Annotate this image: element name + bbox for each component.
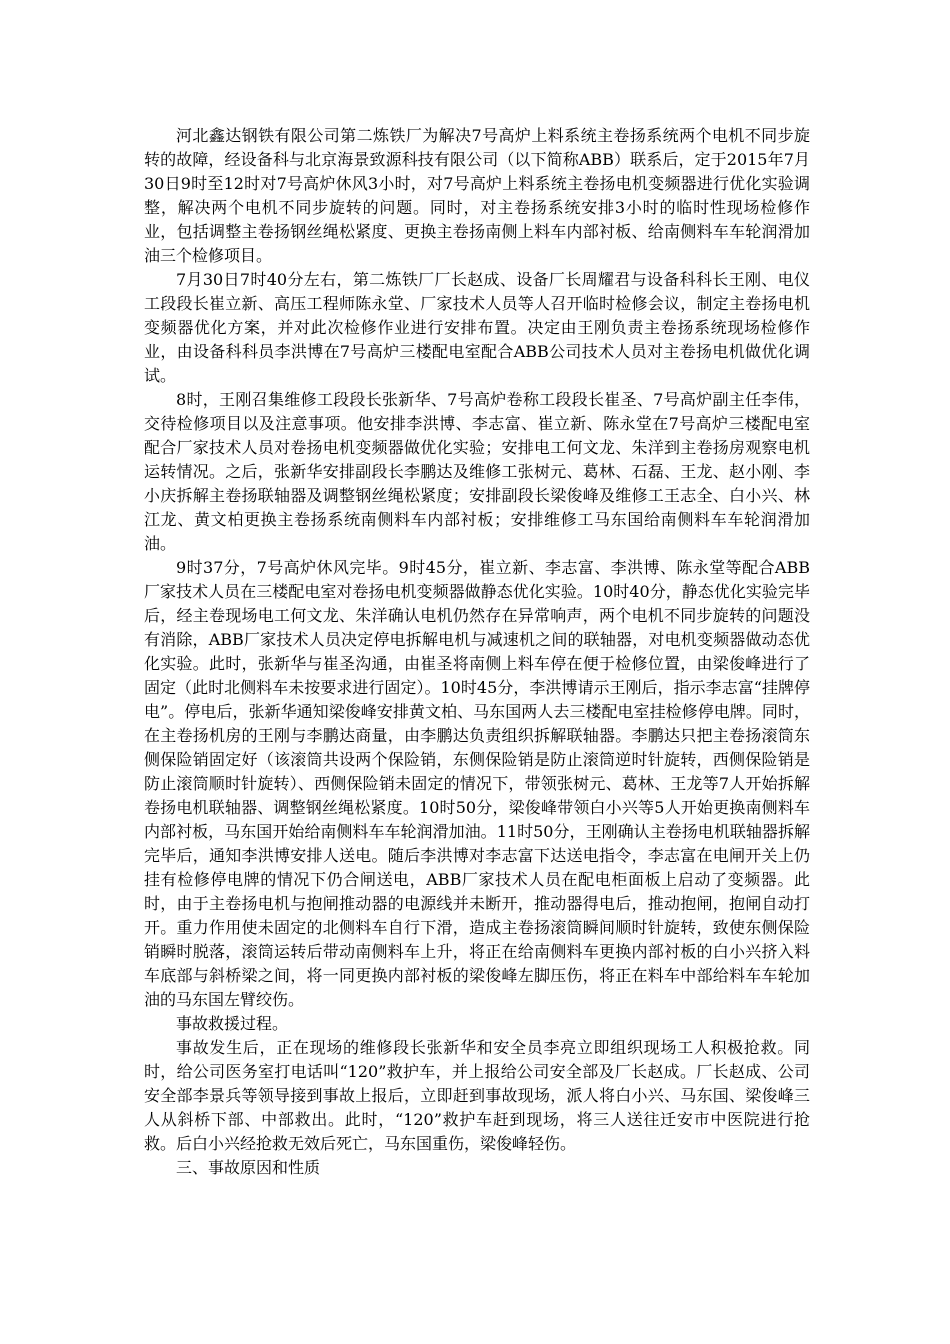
document-body bbox=[144, 124, 810, 1180]
paragraph-meeting: 7月30日7时40分左右，第二炼铁厂厂长赵成、设备厂长周耀君与设备科科长王刚、电仪工段段长崔立新、高压工程师陈永堂、厂家技术人员等人召开临时检修会议，制定主卷扬电机变频器优化方案，并对此次检修作业进行安排布置。决定由王刚负责主卷扬系统现场检修作业，由设备科科员李洪博在7号高炉三楼配电室配合ABB公司技术人员对主卷扬电机做优化调试。 bbox=[144, 270, 810, 385]
paragraph-rescue: 事故发生后，正在现场的维修段长张新华和安全员李亮立即组织现场工人积极抢救。同时，给公司医务室打电话叫“120”救护车，并上报给公司安全部及厂长赵成。厂长赵成、公司安全部李景兵等领导接到事故上报后，立即赶到事故现场，派人将白小兴、马东国、梁俊峰三人从斜桥下部、中部救出。此时，“120”救护车赶到现场，将三人送往迁安市中医院进行抢救。后白小兴经抢救无效后死亡，马东国重伤，梁俊峰轻伤。 bbox=[144, 1038, 810, 1153]
paragraph-assignments: 8时，王刚召集维修工段段长张新华、7号高炉卷称工段段长崔圣、7号高炉副主任李伟，交待检修项目以及注意事项。他安排李洪博、李志富、崔立新、陈永堂在7号高炉三楼配电室配合厂家技术人员对卷扬电机变频器做优化实验；安排电工何文龙、朱洋到主卷扬房观察电机运转情况。之后，张新华安排副段长李鹏达及维修工张树元、葛林、石磊、王龙、赵小刚、李小庆拆解主卷扬联轴器及调整钢丝绳松紧度；安排副段长梁俊峰及维修工王志全、白小兴、林江龙、黄文柏更换主卷扬系统南侧料车内部衬板；安排维修工马东国给南侧料车车轮润滑加油。 bbox=[144, 390, 810, 553]
section-heading-rescue: 事故救援过程。 bbox=[176, 1014, 289, 1033]
section-heading-causes: 三、事故原因和性质 bbox=[176, 1158, 321, 1177]
paragraph-accident-process: 9时37分，7号高炉休风完毕。9时45分，崔立新、李志富、李洪博、陈永堂等配合ABB厂家技术人员在三楼配电室对卷扬电机变频器做静态优化实验。10时40分，静态优化实验完毕后，经主卷现场电工何文龙、朱洋确认电机仍然存在异常响声，两个电机不同步旋转的问题没有消除，ABB厂家技术人员决定停电拆解电机与减速机之间的联轴器，对电机变频器做动态优化实验。此时，张新华与崔圣沟通，由崔圣将南侧上料车停在便于检修位置，由梁俊峰进行了固定（此时北侧料车未按要求进行固定）。10时45分，李洪博请示王刚后，指示李志富“挂牌停电”。停电后，张新华通知梁俊峰安排黄文柏、马东国两人去三楼配电室挂检修停电牌。同时，在主卷扬机房的王刚与李鹏达商量，由李鹏达负责组织拆解联轴器。李鹏达只把主卷扬滚筒东侧保险销固定好（该滚筒共设两个保险销，东侧保险销是防止滚筒逆时针旋转，西侧保险销是防止滚筒顺时针旋转）、西侧保险销未固定的情况下，带领张树元、葛林、王龙等7人开始拆解卷扬电机联轴器、调整钢丝绳松紧度。10时50分，梁俊峰带领白小兴等5人开始更换南侧料车内部衬板，马东国开始给南侧料车车轮润滑加油。11时50分，王刚确认主卷扬电机联轴器拆解完毕后，通知李洪博安排人送电。随后李洪博对李志富下达送电指令，李志富在电闸开关上仍挂有检修停电牌的情况下仍合闸送电，ABB厂家技术人员在配电柜面板上启动了变频器。此时，由于主卷扬电机与抱闸推动器的电源线并未断开，推动器得电后，推动抱闸，抱闸自动打开。重力作用使未固定的北侧料车自行下滑，造成主卷扬滚筒瞬间顺时针旋转，致使东侧保险销瞬时脱落，滚筒运转后带动南侧料车上升，将正在给南侧料车更换内部衬板的白小兴挤入料车底部与斜桥梁之间，将一同更换内部衬板的梁俊峰左脚压伤，将正在料车中部给料车车轮加油的马东国左臂绞伤。 bbox=[144, 558, 810, 1009]
paragraph-background: 河北鑫达钢铁有限公司第二炼铁厂为解决7号高炉上料系统主卷扬系统两个电机不同步旋转的故障，经设备科与北京海景致源科技有限公司（以下简称ABB）联系后，定于2015年7月30日9时至12时对7号高炉休风3小时，对7号高炉上料系统主卷扬电机变频器进行优化实验调整，解决两个电机不同步旋转的问题。同时，对主卷扬系统安排3小时的临时性现场检修作业，包括调整主卷扬钢丝绳松紧度、更换主卷扬南侧上料车内部衬板、给南侧料车车轮润滑加油三个检修项目。 bbox=[144, 126, 810, 265]
